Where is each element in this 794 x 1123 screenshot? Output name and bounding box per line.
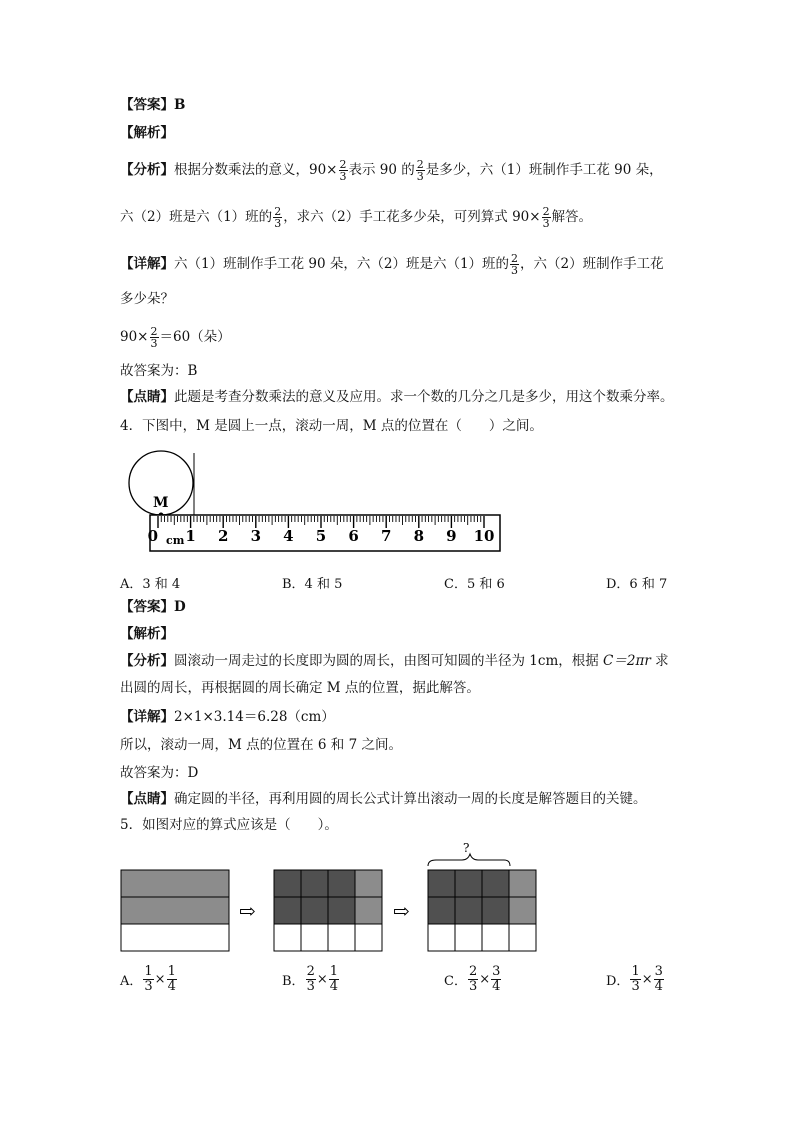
answer-value: D [174, 599, 186, 615]
fenxi-tag: 【分析】 [120, 653, 174, 669]
grid-cell [355, 870, 382, 897]
fenxi-text: ，求六（2）手工花多少朵，可列算式 90× [283, 209, 541, 225]
q4-question: 4．下图中，M 是圆上一点，滚动一周，M 点的位置在（ ）之间。 [120, 418, 543, 434]
q4-fenxi-line2: 出圆的周长，再根据圆的周长确定 M 点的位置，据此解答。 [120, 680, 480, 696]
grid-cell [274, 897, 301, 924]
grid-cell [301, 897, 328, 924]
q5-question: 5．如图对应的算式应该是（ ）。 [120, 817, 338, 833]
fenxi-text: 圆滚动一周走过的长度即为圆的周长，由图可知圆的半径为 1cm，根据 [174, 653, 604, 669]
xiangjie-text: ，六（2）班制作手工花 [520, 256, 664, 272]
arrow-2: ⇨ [393, 899, 410, 923]
xiangjie-tag: 【详解】 [120, 256, 174, 272]
ruler-tick-label: 6 [348, 527, 359, 545]
q4-option-c[interactable]: C．5 和 6 [444, 577, 505, 592]
q4-xiangjie-line2: 所以，滚动一周，M 点的位置在 6 和 7 之间。 [120, 737, 402, 753]
fraction: $\frac{1}{3}$ [144, 964, 153, 994]
ruler-tick-label: 10 [473, 527, 495, 545]
q3-fenxi-line2 [120, 206, 592, 229]
operator: × [479, 972, 491, 987]
fenxi-text: 六（2）班是六（1）班的 [120, 209, 273, 225]
grid-cell [455, 870, 482, 897]
fraction: $\frac{1}{4}$ [167, 964, 176, 994]
grid-cell [509, 897, 536, 924]
fraction: $\frac{1}{3}$ [631, 964, 640, 994]
q4-option-b[interactable]: B．4 和 5 [282, 577, 343, 592]
option-letter: C． [444, 974, 467, 989]
q3-conclusion: 故答案为：B [120, 363, 198, 379]
fenxi-text: 求 [650, 653, 669, 669]
q4-fenxi-line1 [120, 652, 669, 670]
q4-analysis-tag: 【解析】 [120, 626, 174, 642]
fenxi-text: 表示 90 的 [348, 162, 415, 178]
panel-two-thirds [121, 870, 229, 951]
q5-option-c[interactable] [444, 965, 502, 994]
fraction: $\frac{2}{3}$ [274, 205, 282, 230]
q3-answer-line [120, 96, 185, 114]
q4-answer-line [120, 598, 186, 616]
q5-option-d[interactable] [606, 965, 665, 994]
fraction: $\frac{2}{3}$ [306, 964, 315, 994]
ruler-tick-label: 5 [315, 527, 327, 545]
grid-cell [482, 870, 509, 897]
fraction: $\frac{3}{4}$ [492, 964, 501, 994]
fraction: $\frac{3}{4}$ [654, 964, 663, 994]
q3-analysis-tag: 【解析】 [120, 125, 174, 141]
operator: × [641, 972, 653, 987]
fenxi-text: 根据分数乘法的意义，90× [174, 162, 338, 178]
grid-cell [509, 924, 536, 951]
grid-cell [301, 870, 328, 897]
brace-label: ? [463, 841, 470, 855]
operator: × [316, 972, 328, 987]
fenxi-text: 是多少，六（1）班制作手工花 90 朵， [425, 162, 663, 178]
calc-text: ＝60（朵） [159, 329, 231, 345]
q5-option-b[interactable] [282, 965, 340, 994]
panel-grid-second [428, 870, 536, 951]
fenxi-tag: 【分析】 [120, 162, 174, 178]
fraction: $\frac{2}{3}$ [468, 964, 478, 994]
q5-option-a[interactable] [120, 965, 178, 994]
q3-fenxi-line1 [120, 159, 663, 182]
operator: × [154, 972, 166, 987]
q3-xiangjie-line2: 多少朵？ [120, 291, 174, 307]
q4-dianjing-line [120, 790, 647, 808]
grid-cell [328, 870, 355, 897]
grid-cell [428, 870, 455, 897]
arrow-1: ⇨ [239, 899, 256, 923]
ruler-tick-label: 8 [413, 527, 425, 545]
grid-cell [328, 924, 355, 951]
q4-option-a[interactable]: A．3 和 4 [120, 577, 181, 592]
ruler-unit: cm [166, 534, 185, 547]
calc-text: 90× [120, 329, 149, 345]
ruler-tick-label: 2 [217, 527, 229, 545]
grid-cell [274, 924, 301, 951]
answer-tag: 【答案】 [120, 599, 174, 615]
brace [428, 854, 510, 866]
fraction: $\frac{2}{3}$ [339, 158, 347, 183]
grid-cell [274, 870, 301, 897]
answer-tag: 【答案】 [120, 97, 174, 113]
grid-cell [355, 924, 382, 951]
xiangjie-text: 2×1×3.14＝6.28（cm） [174, 709, 335, 725]
ruler-tick-label: 1 [185, 527, 196, 545]
grid-cell [482, 897, 509, 924]
option-letter: A． [120, 974, 143, 989]
q3-dianjing-line [120, 388, 674, 406]
grid-cell [482, 924, 509, 951]
grid-cell [301, 924, 328, 951]
option-letter: B． [282, 974, 305, 989]
panel-grid-first [274, 870, 382, 951]
fraction: $\frac{2}{3}$ [511, 252, 519, 277]
ruler-tick-label: 4 [283, 527, 294, 545]
grid-cell [355, 897, 382, 924]
grid-cell [428, 897, 455, 924]
answer-value: B [174, 97, 186, 113]
xiangjie-text: 六（1）班制作手工花 90 朵，六（2）班是六（1）班的 [174, 256, 510, 272]
dianjing-text: 此题是考查分数乘法的意义及应用。求一个数的几分之几是多少，用这个数乘分率。 [174, 389, 674, 405]
ruler-tick-label: 7 [380, 527, 392, 545]
grid-cell [328, 897, 355, 924]
fraction: $\frac{2}{3}$ [150, 325, 158, 350]
grid-cell [428, 924, 455, 951]
q4-option-d[interactable]: D．6 和 7 [606, 577, 668, 592]
grid-cell [455, 924, 482, 951]
ruler-tick-label: 0 [147, 527, 158, 545]
formula: C＝2πr [603, 653, 651, 669]
fraction: $\frac{2}{3}$ [416, 158, 424, 183]
label-m: M [153, 495, 169, 511]
fraction: $\frac{2}{3}$ [542, 205, 550, 230]
grid-cell [509, 870, 536, 897]
grid-cell [455, 897, 482, 924]
dianjing-text: 确定圆的半径，再利用圆的周长公式计算出滚动一周的长度是解答题目的关键。 [174, 791, 647, 807]
q4-circle-ruler-figure [120, 445, 520, 565]
option-letter: D． [606, 974, 630, 989]
ruler-tick-label: 9 [446, 527, 457, 545]
fraction: $\frac{1}{4}$ [329, 964, 339, 994]
q3-calc-line [120, 326, 231, 349]
q3-xiangjie-line1 [120, 253, 664, 276]
dianjing-tag: 【点睛】 [120, 389, 174, 405]
q5-area-model-figure [118, 838, 548, 958]
dianjing-tag: 【点睛】 [120, 791, 174, 807]
q4-xiangjie-line1 [120, 708, 335, 726]
fenxi-text: 解答。 [551, 209, 593, 225]
xiangjie-tag: 【详解】 [120, 709, 174, 725]
ruler-tick-label: 3 [250, 527, 262, 545]
q4-conclusion: 故答案为：D [120, 765, 199, 781]
